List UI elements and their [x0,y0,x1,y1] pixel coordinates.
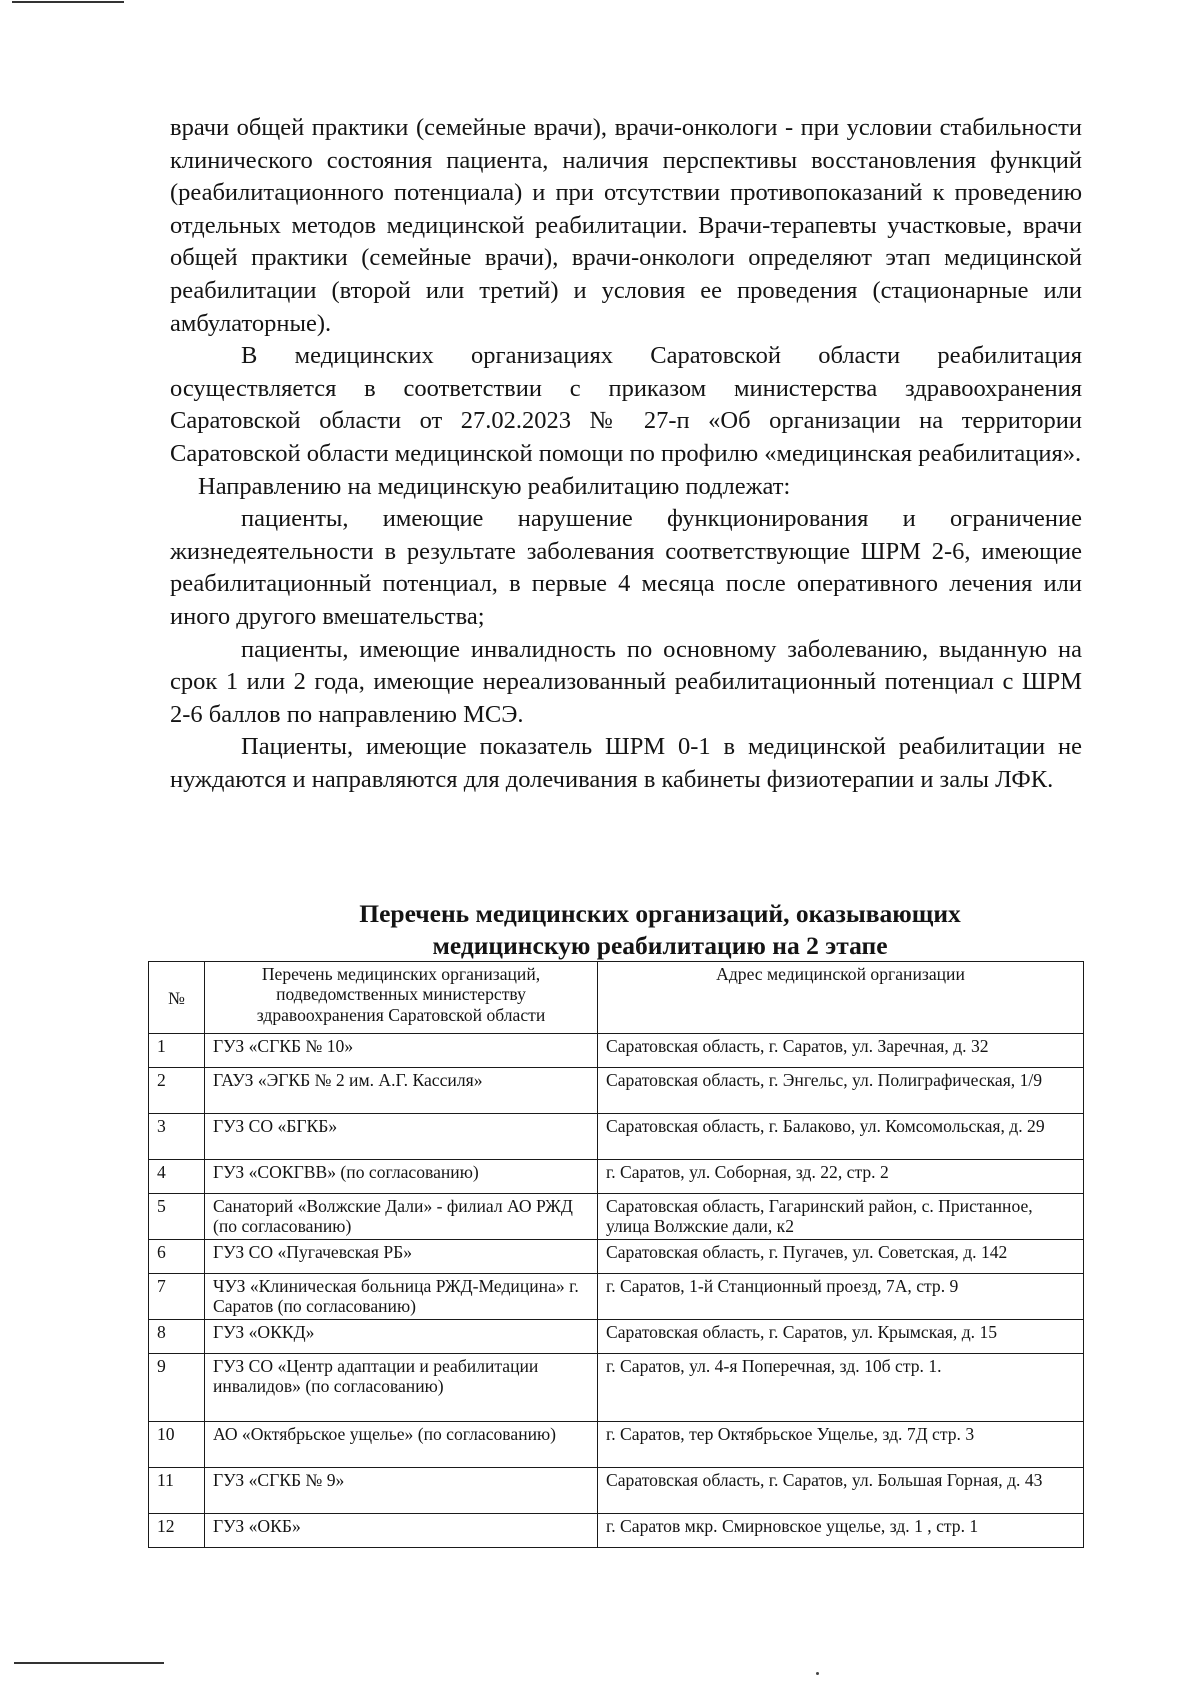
table-row [149,1274,1084,1320]
cell-num: 5 [149,1194,205,1240]
cell-name: ГУЗ «ОККД» [205,1320,598,1354]
table-row [149,1468,1084,1514]
table-row [149,1114,1084,1160]
cell-num: 6 [149,1240,205,1274]
table-row [149,1194,1084,1240]
cell-name: ГУЗ СО «БГКБ» [205,1114,598,1160]
cell-name: ГУЗ «СГКБ № 10» [205,1034,598,1068]
cell-address: г. Саратов мкр. Смирновское ущелье, зд. 1 , стр. 1 [598,1514,1084,1548]
table-row [149,1422,1084,1468]
paragraph: В медицинских организациях Саратовской области реабилитация осуществляется в соответствии с приказом министерства здравоохранения Саратовской области от 27.02.2023 № 27-п «Об организации на территории Саратовской области медицинской помощи по профилю «медицинская реабилитация». [170,342,1082,467]
cell-name: Санаторий «Волжские Дали» - филиал АО РЖД (по согласованию) [205,1194,598,1240]
cell-address: г. Саратов, 1-й Станционный проезд, 7А, стр. 9 [598,1274,1084,1320]
cell-address: Саратовская область, Гагаринский район, с. Пристанное, улица Волжские дали, к2 [598,1194,1084,1240]
cell-address: г. Саратов, ул. 4-я Поперечная, зд. 10б стр. 1. [598,1354,1084,1422]
cell-num: 10 [149,1422,205,1468]
table-title: Перечень медицинских организаций, оказывающих медицинскую реабилитацию на 2 этапе [359,899,961,960]
table-header-row [149,962,1084,1034]
cell-num: 11 [149,1468,205,1514]
table-body [149,1034,1084,1548]
scan-edge-mark [12,1,124,3]
scan-dot [816,1672,819,1675]
cell-name: ГУЗ «ОКБ» [205,1514,598,1548]
cell-address: Саратовская область, г. Саратов, ул. Заречная, д. 32 [598,1034,1084,1068]
cell-address: г. Саратов, тер Октябрьское Ущелье, зд. 7Д стр. 3 [598,1422,1084,1468]
cell-name: ГУЗ СО «Центр адаптации и реабилитации инвалидов» (по согласованию) [205,1354,598,1422]
organizations-table [148,961,1084,1548]
cell-address: Саратовская область, г. Саратов, ул. Большая Горная, д. 43 [598,1468,1084,1514]
cell-address: Саратовская область, г. Саратов, ул. Крымская, д. 15 [598,1320,1084,1354]
cell-name: ЧУЗ «Клиническая больница РЖД-Медицина» г. Саратов (по согласованию) [205,1274,598,1320]
cell-name: ГУЗ «СГКБ № 9» [205,1468,598,1514]
table-row [149,1034,1084,1068]
table-row [149,1160,1084,1194]
body-text [170,112,1082,796]
cell-name: ГУЗ СО «Пугачевская РБ» [205,1240,598,1274]
header-num: № [149,962,205,1034]
cell-num: 7 [149,1274,205,1320]
cell-num: 8 [149,1320,205,1354]
cell-num: 1 [149,1034,205,1068]
paragraph: врачи общей практики (семейные врачи), врачи-онкологи - при условии стабильности клинического состояния пациента, наличия перспективы восстановления функций (реабилитационного потенциала) и при отсутствии противопоказаний к проведению отдельных методов медицинской реабилитации. Врачи-терапевты участковые, врачи общей практики (семейные врачи), врачи-онкологи определяют этап медицинской реабилитации (второй или третий) и условия ее проведения (стационарные или амбулаторные). [170,114,1082,337]
paragraph: Направлению на медицинскую реабилитацию подлежат: [198,472,791,500]
header-address: Адрес медицинской организации [598,962,1084,1034]
paragraph: Пациенты, имеющие показатель ШРМ 0-1 в медицинской реабилитации не нуждаются и направляются для долечивания в кабинеты физиотерапии и залы ЛФК. [170,733,1082,793]
cell-address: г. Саратов, ул. Соборная, зд. 22, стр. 2 [598,1160,1084,1194]
table-row [149,1320,1084,1354]
cell-address: Саратовская область, г. Энгельс, ул. Полиграфическая, 1/9 [598,1068,1084,1114]
cell-num: 9 [149,1354,205,1422]
cell-address: Саратовская область, г. Балаково, ул. Комсомольская, д. 29 [598,1114,1084,1160]
cell-address: Саратовская область, г. Пугачев, ул. Советская, д. 142 [598,1240,1084,1274]
scan-edge-mark [14,1662,164,1664]
cell-num: 2 [149,1068,205,1114]
cell-num: 3 [149,1114,205,1160]
cell-name: ГУЗ «СОКГВВ» (по согласованию) [205,1160,598,1194]
table-row [149,1514,1084,1548]
paragraph: пациенты, имеющие инвалидность по основному заболеванию, выданную на срок 1 или 2 года, имеющие нереализованный реабилитационный потенциал с ШРМ 2-6 баллов по направлению МСЭ. [170,635,1082,728]
cell-num: 12 [149,1514,205,1548]
table-row [149,1068,1084,1114]
table-row [149,1354,1084,1422]
table-row [149,1240,1084,1274]
header-name: Перечень медицинских организаций, подведомственных министерству здравоохранения Саратовской области [205,962,598,1034]
cell-name: ГАУЗ «ЭГКБ № 2 им. А.Г. Кассиля» [205,1068,598,1114]
cell-name: АО «Октябрьское ущелье» (по согласованию) [205,1422,598,1468]
paragraph: пациенты, имеющие нарушение функционирования и ограничение жизнедеятельности в результате заболевания соответствующие ШРМ 2-6, имеющие реабилитационный потенциал, в первые 4 месяца после оперативного лечения или иного другого вмешательства; [170,505,1082,630]
cell-num: 4 [149,1160,205,1194]
